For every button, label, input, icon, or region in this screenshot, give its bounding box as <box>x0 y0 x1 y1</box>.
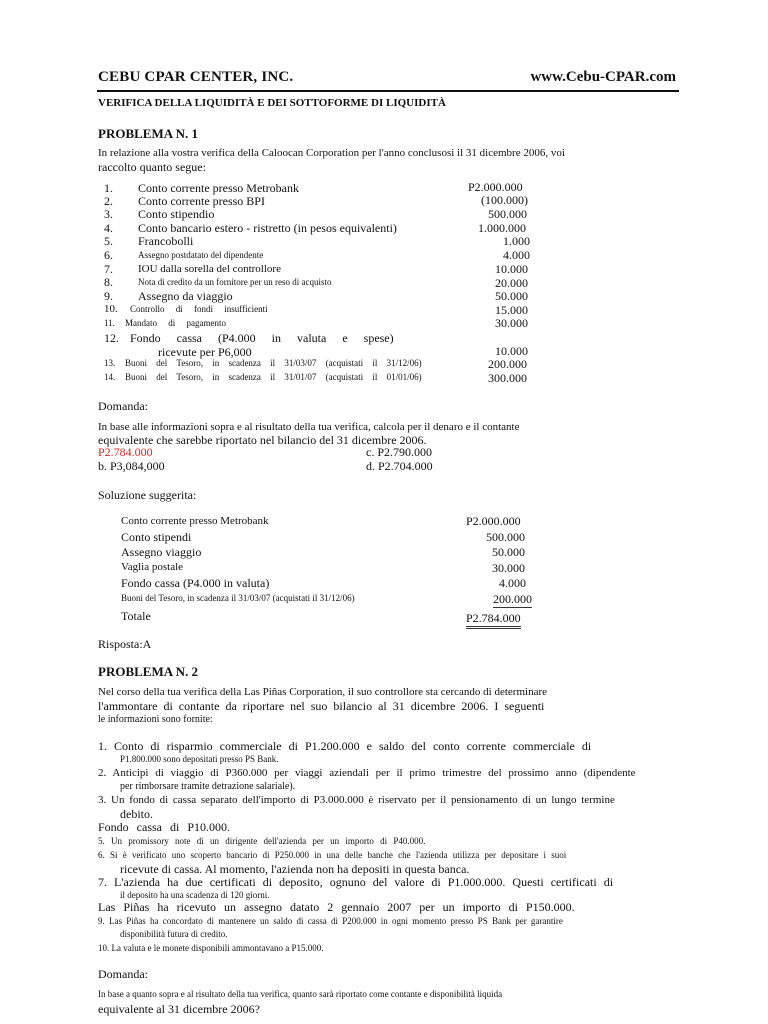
problem2-intro-line3: le informazioni sono fornite: <box>98 714 213 725</box>
solution-item-amount: 200.000 <box>493 592 532 606</box>
header-divider <box>97 90 679 92</box>
solution-item-label: Vaglia postale <box>121 561 184 573</box>
item-number: 4. <box>104 221 113 235</box>
item-amount: (100.000) <box>481 193 528 207</box>
item-amount: 1.000 <box>503 234 530 248</box>
option-b: b. P3,084,000 <box>98 459 165 473</box>
problem1-question-label: Domanda: <box>98 399 148 413</box>
problem2-title: PROBLEMA N. 2 <box>98 664 199 679</box>
p2-item7: 7. L'azienda ha due certificati di deposito, ognuno del valore di P1.000.000. Questi certificati di <box>98 875 614 889</box>
item-label: Conto corrente presso BPI <box>138 194 265 208</box>
problem2-question-line1: In base a quanto sopra e al risultato della tua verifica, quanto sarà riportato come contante e disponibilità liquida <box>98 989 503 999</box>
item-label: Buoni del Tesoro, in scadenza il 31/01/07 (acquistati il 01/01/06) <box>125 372 422 382</box>
p2-item1-cont: P1.800.000 sono depositati presso PS Bank. <box>120 754 279 764</box>
item-amount: 20.000 <box>495 276 528 290</box>
p2-item10: 10. La valuta e le monete disponibili ammontavano a P15.000. <box>98 943 324 953</box>
item-number: 6. <box>104 248 113 262</box>
solution-item-amount: 30.000 <box>492 561 525 575</box>
item-amount: 300.000 <box>488 371 527 385</box>
item-label: Buoni del Tesoro, in scadenza il 31/03/07 (acquistati il 31/12/06) <box>125 358 422 368</box>
p2-item3: 3. Un fondo di cassa separato dell'importo di P3.000.000 è riservato per il pensionamento di un lungo termine <box>98 794 615 806</box>
item-number: 7. <box>104 262 113 276</box>
item-amount: 4.000 <box>503 248 530 262</box>
solution-item-amount: 50.000 <box>492 545 525 559</box>
p2-item6: 6. Si è verificato uno scoperto bancario di P250.000 in una delle banche che l'azienda utilizza per depositare i suoi <box>98 850 567 860</box>
solution-item-label: Conto stipendi <box>121 530 192 544</box>
item-number: 11. <box>104 318 115 328</box>
item-label: Fondo cassa (P4.000 in valuta e spese) <box>130 331 394 345</box>
item-number: 9. <box>104 289 113 303</box>
total-label: Totale <box>121 609 151 623</box>
solution-item-amount: 4.000 <box>499 576 526 590</box>
item-amount: 15.000 <box>495 303 528 317</box>
item-label: Assegno postdatato del dipendente <box>138 250 264 260</box>
p2-item2-cont: per rimborsare tramite detrazione salariale). <box>120 781 296 792</box>
item-number: 14. <box>104 372 116 382</box>
solution-item-amount: 500.000 <box>486 530 525 544</box>
item-label: Conto corrente presso Metrobank <box>138 181 299 195</box>
item-number: 10. <box>104 303 118 315</box>
item-amount: 50.000 <box>495 289 528 303</box>
item-number: 3. <box>104 207 113 221</box>
option-d: d. P2.704.000 <box>366 459 433 473</box>
p2-item1: 1. Conto di risparmio commerciale di P1.200.000 e saldo del conto corrente commerciale di <box>98 739 592 753</box>
solution-item-label: Buoni del Tesoro, in scadenza il 31/03/07 (acquistati il 31/12/06) <box>121 593 355 603</box>
item-label: Conto stipendio <box>138 207 215 221</box>
item-label: IOU dalla sorella del controllore <box>138 263 281 275</box>
solution-item-label: Conto corrente presso Metrobank <box>121 515 269 527</box>
item-amount: 200.000 <box>488 357 527 371</box>
problem2-question-line2: equivalente al 31 dicembre 2006? <box>98 1002 260 1016</box>
item-amount: 1.000.000 <box>478 221 526 235</box>
company-name: CEBU CPAR CENTER, INC. <box>98 69 294 85</box>
problem1-intro-line2: raccolto quanto segue: <box>98 160 206 174</box>
item-label: Conto bancario estero - ristretto (in pesos equivalenti) <box>138 221 397 235</box>
item-amount: 10.000 <box>495 344 528 358</box>
p2-item5: 5. Un promissory note di un dirigente dell'azienda per un importo di P40.000. <box>98 836 426 846</box>
p2-item7-cont: il deposito ha una scadenza di 120 giorni. <box>120 890 270 900</box>
problem2-intro-line2: l'ammontare di contante da riportare nel suo bilancio al 31 dicembre 2006. I seguenti <box>98 699 545 713</box>
p2-item4: Fondo cassa di P10.000. <box>98 820 230 834</box>
problem1-title: PROBLEMA N. 1 <box>98 126 199 141</box>
p2-item3-cont: debito. <box>120 807 153 821</box>
item-number: 1. <box>104 181 113 195</box>
document-subtitle: VERIFICA DELLA LIQUIDITÀ E DEI SOTTOFORME DI LIQUIDITÀ <box>98 97 446 109</box>
solution-item-amount: P2.000.000 <box>466 514 521 528</box>
item-label: Nota di credito da un fornitore per un reso di acquisto <box>138 277 332 287</box>
item-label: Mandato di pagamento <box>125 318 226 328</box>
item-amount: 10.000 <box>495 262 528 276</box>
solution-item-label: Fondo cassa (P4.000 in valuta) <box>121 576 270 590</box>
problem1-intro-line1: In relazione alla vostra verifica della Caloocan Corporation per l'anno conclusosi il 31 dicembre 2006, voi <box>98 147 565 159</box>
item-amount: 500.000 <box>488 207 527 221</box>
p2-item9: 9. Las Piñas ha concordato di mantenere un saldo di cassa di P200.000 in ogni momento presso PS Bank per garantire <box>98 916 563 926</box>
item-label-continued: ricevute per P6,000 <box>158 345 252 359</box>
answer: Risposta:A <box>98 637 152 651</box>
p2-item6-cont: ricevute di cassa. Al momento, l'azienda non ha depositi in questa banca. <box>120 862 470 876</box>
item-label: Francobolli <box>138 234 194 248</box>
company-website[interactable]: www.Cebu-CPAR.com <box>530 69 676 85</box>
item-number: 2. <box>104 194 113 208</box>
item-number: 12. <box>104 331 119 345</box>
item-label: Controllo di fondi insufficienti <box>130 304 268 314</box>
item-number: 8. <box>104 275 113 289</box>
item-number: 13. <box>104 358 116 368</box>
p2-item2: 2. Anticipi di viaggio di P360.000 per viaggi aziendali per il primo trimestre del prossimo anno (dipendente <box>98 767 636 779</box>
p2-item9-cont: disponibilità futura di credito. <box>120 929 228 939</box>
item-number: 5. <box>104 234 113 248</box>
item-label: Assegno da viaggio <box>138 289 233 303</box>
solution-item-label: Assegno viaggio <box>121 545 202 559</box>
item-amount: 30.000 <box>495 316 528 330</box>
solution-label: Soluzione suggerita: <box>98 488 197 502</box>
p2-item8: Las Piñas ha ricevuto un assegno datato 2 gennaio 2007 per un importo di P150.000. <box>98 900 575 914</box>
problem2-intro-line1: Nel corso della tua verifica della Las Piñas Corporation, il suo controllore sta cercando di determinare <box>98 686 548 698</box>
option-a-selected: P2.784.000 <box>98 445 153 459</box>
item-amount: P2.000.000 <box>468 180 523 194</box>
option-c: c. P2.790.000 <box>366 445 432 459</box>
total-amount: P2.784.000 <box>466 611 521 629</box>
problem1-question-line1: In base alle informazioni sopra e al risultato della tua verifica, calcola per il denaro e il contante <box>98 421 520 433</box>
problem1-question-line2: equivalente che sarebbe riportato nel bilancio del 31 dicembre 2006. <box>98 433 427 447</box>
problem2-question-label: Domanda: <box>98 967 148 981</box>
